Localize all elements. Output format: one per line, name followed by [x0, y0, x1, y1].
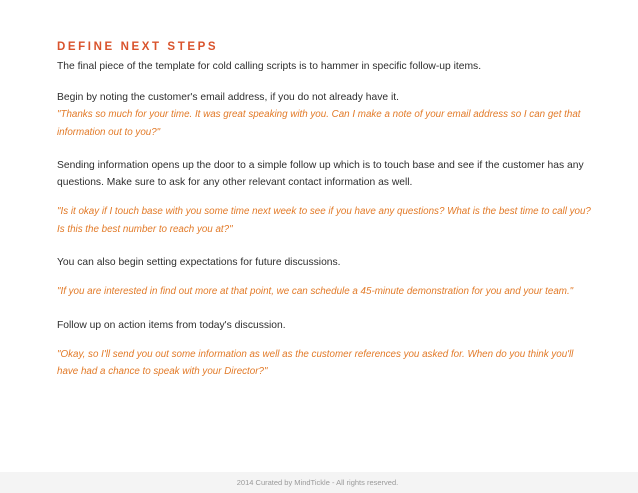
footer-bar: [0, 472, 638, 493]
step-text-email: Begin by noting the customer's email address, if you do not already have it.: [57, 92, 399, 103]
intro-text: The final piece of the template for cold calling scripts is to hammer in specific follow-up items.: [57, 61, 482, 72]
copyright-text: 2014 Curated by MindTickle - All rights reserved.: [236, 478, 399, 487]
step-text-follow-up: Sending information opens up the door to a simple follow up which is to touch base and see if the customer has any questions. Make sure to ask for any other relevant contact information as well.: [57, 160, 584, 188]
step-text-action-items: Follow up on action items from today's discussion.: [57, 319, 286, 331]
script-quote-follow-up: "Is it okay if I touch base with you some time next week to see if you have any questions? What is the best time to call you? Is this the best number to reach you at?": [57, 206, 591, 235]
script-quote-references: "Okay, so I'll send you out some information as well as the customer references you asked for. When do you think you'll have had a chance to speak with your Director?": [57, 348, 574, 377]
step-text-expectations: You can also begin setting expectations for future discussions.: [57, 257, 341, 268]
script-quote-email: "Thanks so much for your time. It was great speaking with you. Can I make a note of your email address so I can get that information out to you?": [57, 109, 581, 138]
content-block: [57, 40, 597, 381]
script-quote-demo: "If you are interested in find out more at that point, we can schedule a 45-minute demonstration for you and your team.": [57, 286, 574, 297]
section-heading: DEFINE NEXT STEPS: [57, 41, 219, 53]
